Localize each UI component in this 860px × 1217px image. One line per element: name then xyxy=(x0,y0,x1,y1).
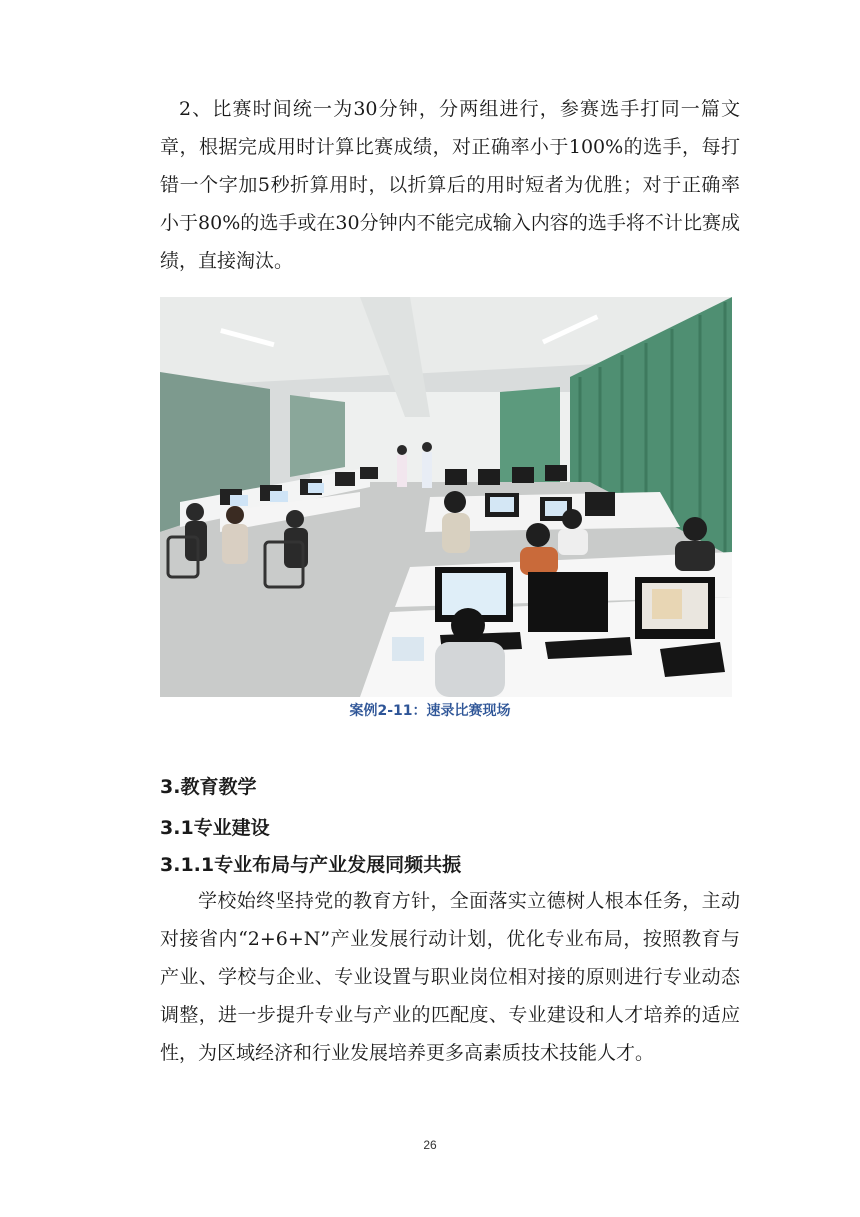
page-number: 26 xyxy=(423,1138,437,1152)
figure-caption: 案例2-11：速录比赛现场 xyxy=(349,703,511,719)
classroom-photo-icon xyxy=(160,297,732,697)
paragraph-text: 2、比赛时间统一为30分钟，分两组进行，参赛选手打同一篇文章，根据完成用时计算比赛成绩，对正确率小于100%的选手，每打错一个字加5秒折算用时，以折算后的用时短者为优胜；对于正确率小于80%的选手或在30分钟内不能完成输入内容的选手将不计比赛成绩，直接淘汰。 xyxy=(160,98,740,272)
paragraph-competition-rules xyxy=(160,90,740,280)
paragraph-text: 学校始终坚持党的教育方针，全面落实立德树人根本任务，主动对接省内“2+6+N”产业发展行动计划，优化专业布局，按照教育与产业、学校与企业、专业设置与职业岗位相对接的原则进行专业动态调整，进一步提升专业与产业的匹配度、专业建设和人才培养的适应性，为区域经济和行业发展培养更多高素质技术技能人才。 xyxy=(160,890,740,1064)
heading-education-teaching: 3.教育教学 xyxy=(160,776,257,798)
heading-specialty-layout: 3.1.1专业布局与产业发展同频共振 xyxy=(160,854,462,876)
competition-photo xyxy=(160,297,732,697)
heading-specialty-construction: 3.1专业建设 xyxy=(160,817,270,839)
paragraph-specialty-layout xyxy=(160,882,740,1072)
